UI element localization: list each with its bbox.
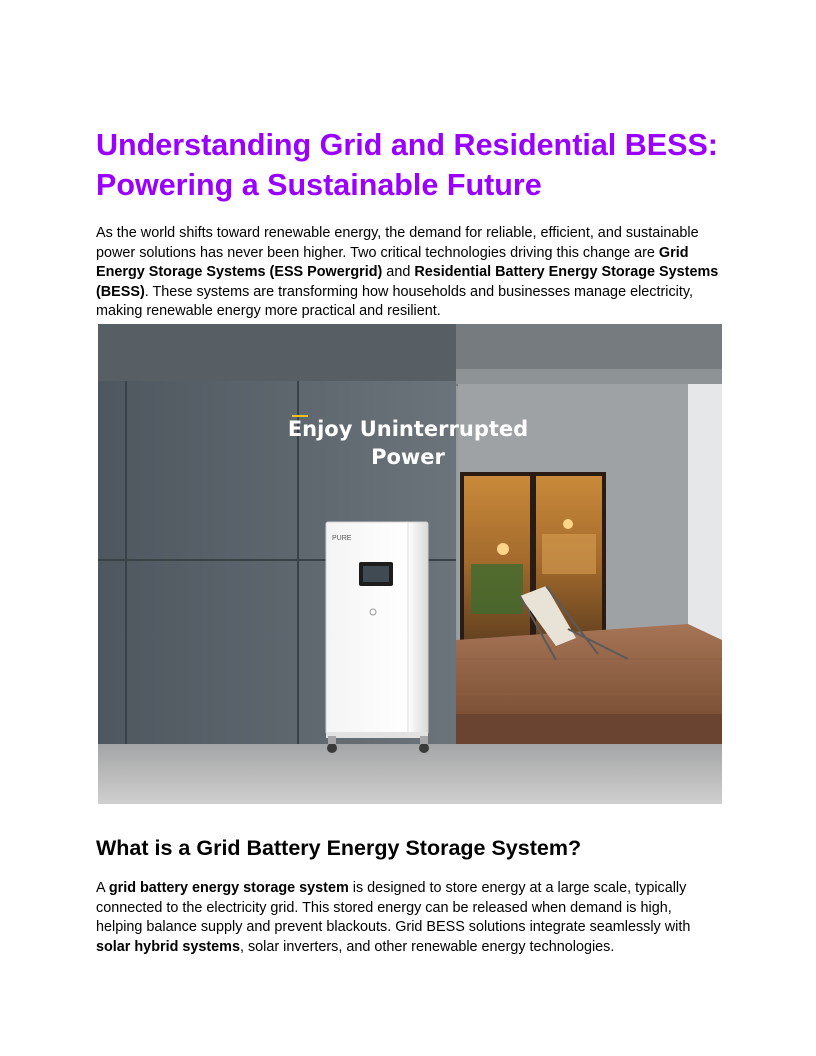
section-heading: What is a Grid Battery Energy Storage System?: [96, 836, 582, 860]
intro-paragraph: [96, 224, 720, 322]
section-text-3: , solar inverters, and other renewable energy technologies.: [239, 938, 615, 955]
hero-illustration: [98, 324, 722, 804]
intro-text-1: As the world shifts toward renewable energy, the demand for reliable, efficient, and sustainable power solutions has never been higher. Two critical technologies driving this change are: [96, 225, 699, 261]
wheel-icon: [419, 743, 429, 753]
wooden-deck: [456, 624, 722, 719]
hero-caption: [248, 415, 568, 471]
hero-image: [98, 324, 722, 804]
section-bold-solar-hybrid: solar hybrid systems: [96, 938, 240, 955]
page-title: Understanding Grid and Residential BESS: Powering a Sustainable Future: [96, 128, 718, 202]
intro-bold-residential-bess: Residential Battery Energy Storage Systems (BESS): [96, 264, 719, 300]
section-paragraph: [96, 879, 720, 957]
section-text-2: is designed to store energy at a large scale, typically connected to the electricity grid. This stored energy can be released when demand is high, helping balance supply and prevent blackouts. Grid BESS solutions integrate seamlessly with: [96, 880, 691, 936]
intro-bold-grid-ess: Grid Energy Storage Systems (ESS Powergrid): [96, 244, 689, 281]
pavement: [98, 744, 722, 804]
wheel-icon: [327, 743, 337, 753]
battery-cabinet: [326, 522, 429, 753]
section-text-1: A: [96, 880, 109, 896]
cabinet-brand: PURE: [332, 535, 352, 542]
hero-caption-line-1: Enjoy Uninterrupted: [287, 417, 529, 441]
section-bold-grid-bess: grid battery energy storage system: [108, 880, 349, 896]
intro-text-2: and: [382, 264, 415, 281]
intro-text-3: . These systems are transforming how households and businesses manage electricity, making renewable energy more practical and resilient.: [96, 283, 693, 320]
hero-caption-line-2: Power: [371, 445, 445, 469]
